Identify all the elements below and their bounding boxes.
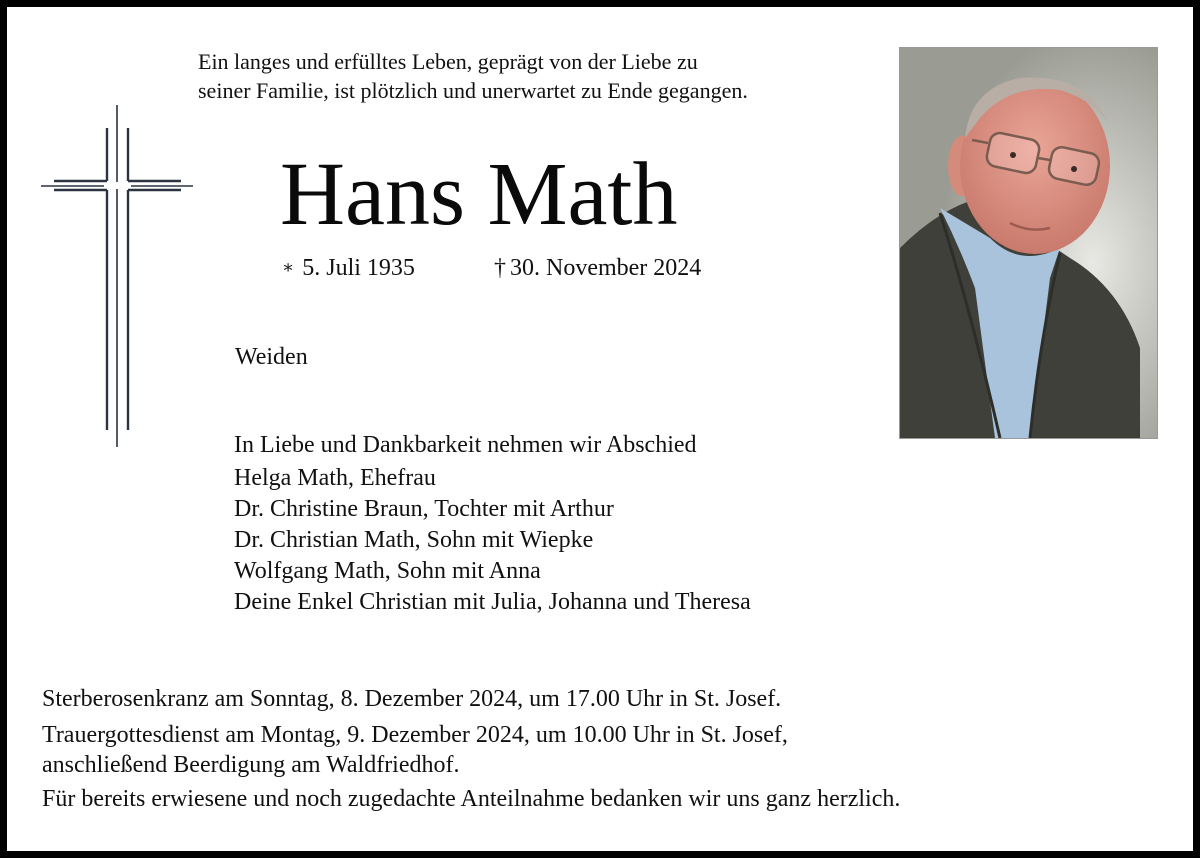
portrait-photo [899, 47, 1158, 439]
family-section [234, 429, 751, 618]
family-member: Wolfgang Math, Sohn mit Anna [234, 558, 541, 584]
birth-star-icon: ∗ [282, 257, 295, 277]
rosary-info: Sterberosenkranz am Sonntag, 8. Dezember 2024, um 17.00 Uhr in St. Josef. [42, 686, 782, 712]
intro-line-1: Ein langes und erfülltes Leben, geprägt von der Liebe zu [198, 49, 698, 74]
deceased-name: Hans Math [280, 145, 678, 244]
death-date-text: 30. November 2024 [510, 255, 702, 281]
obituary-notice [7, 7, 1193, 851]
family-member: Helga Math, Ehefrau [234, 465, 436, 491]
family-member: Dr. Christian Math, Sohn mit Wiepke [234, 527, 594, 553]
thanks-text: Für bereits erwiesene und noch zugedachte Anteilnahme bedanken wir uns ganz herzlich. [42, 786, 901, 812]
city: Weiden [235, 344, 308, 370]
birth-date [282, 253, 415, 284]
cross-icon [41, 105, 193, 447]
events-section [42, 684, 900, 814]
family-heading: In Liebe und Dankbarkeit nehmen wir Abschied [234, 432, 697, 458]
intro-line-2: seiner Familie, ist plötzlich und unerwartet zu Ende gegangen. [198, 78, 748, 103]
service-info-line-1: Trauergottesdienst am Montag, 9. Dezember 2024, um 10.00 Uhr in St. Josef, [42, 722, 788, 748]
birth-date-text: 5. Juli 1935 [302, 255, 415, 281]
family-member: Deine Enkel Christian mit Julia, Johanna und Theresa [234, 589, 751, 615]
family-member: Dr. Christine Braun, Tochter mit Arthur [234, 496, 614, 522]
portrait-illustration [900, 48, 1157, 438]
service-info-line-2: anschließend Beerdigung am Waldfriedhof. [42, 752, 460, 778]
intro-text [198, 47, 748, 105]
death-date [494, 253, 701, 283]
death-dagger-icon: † [494, 255, 506, 281]
